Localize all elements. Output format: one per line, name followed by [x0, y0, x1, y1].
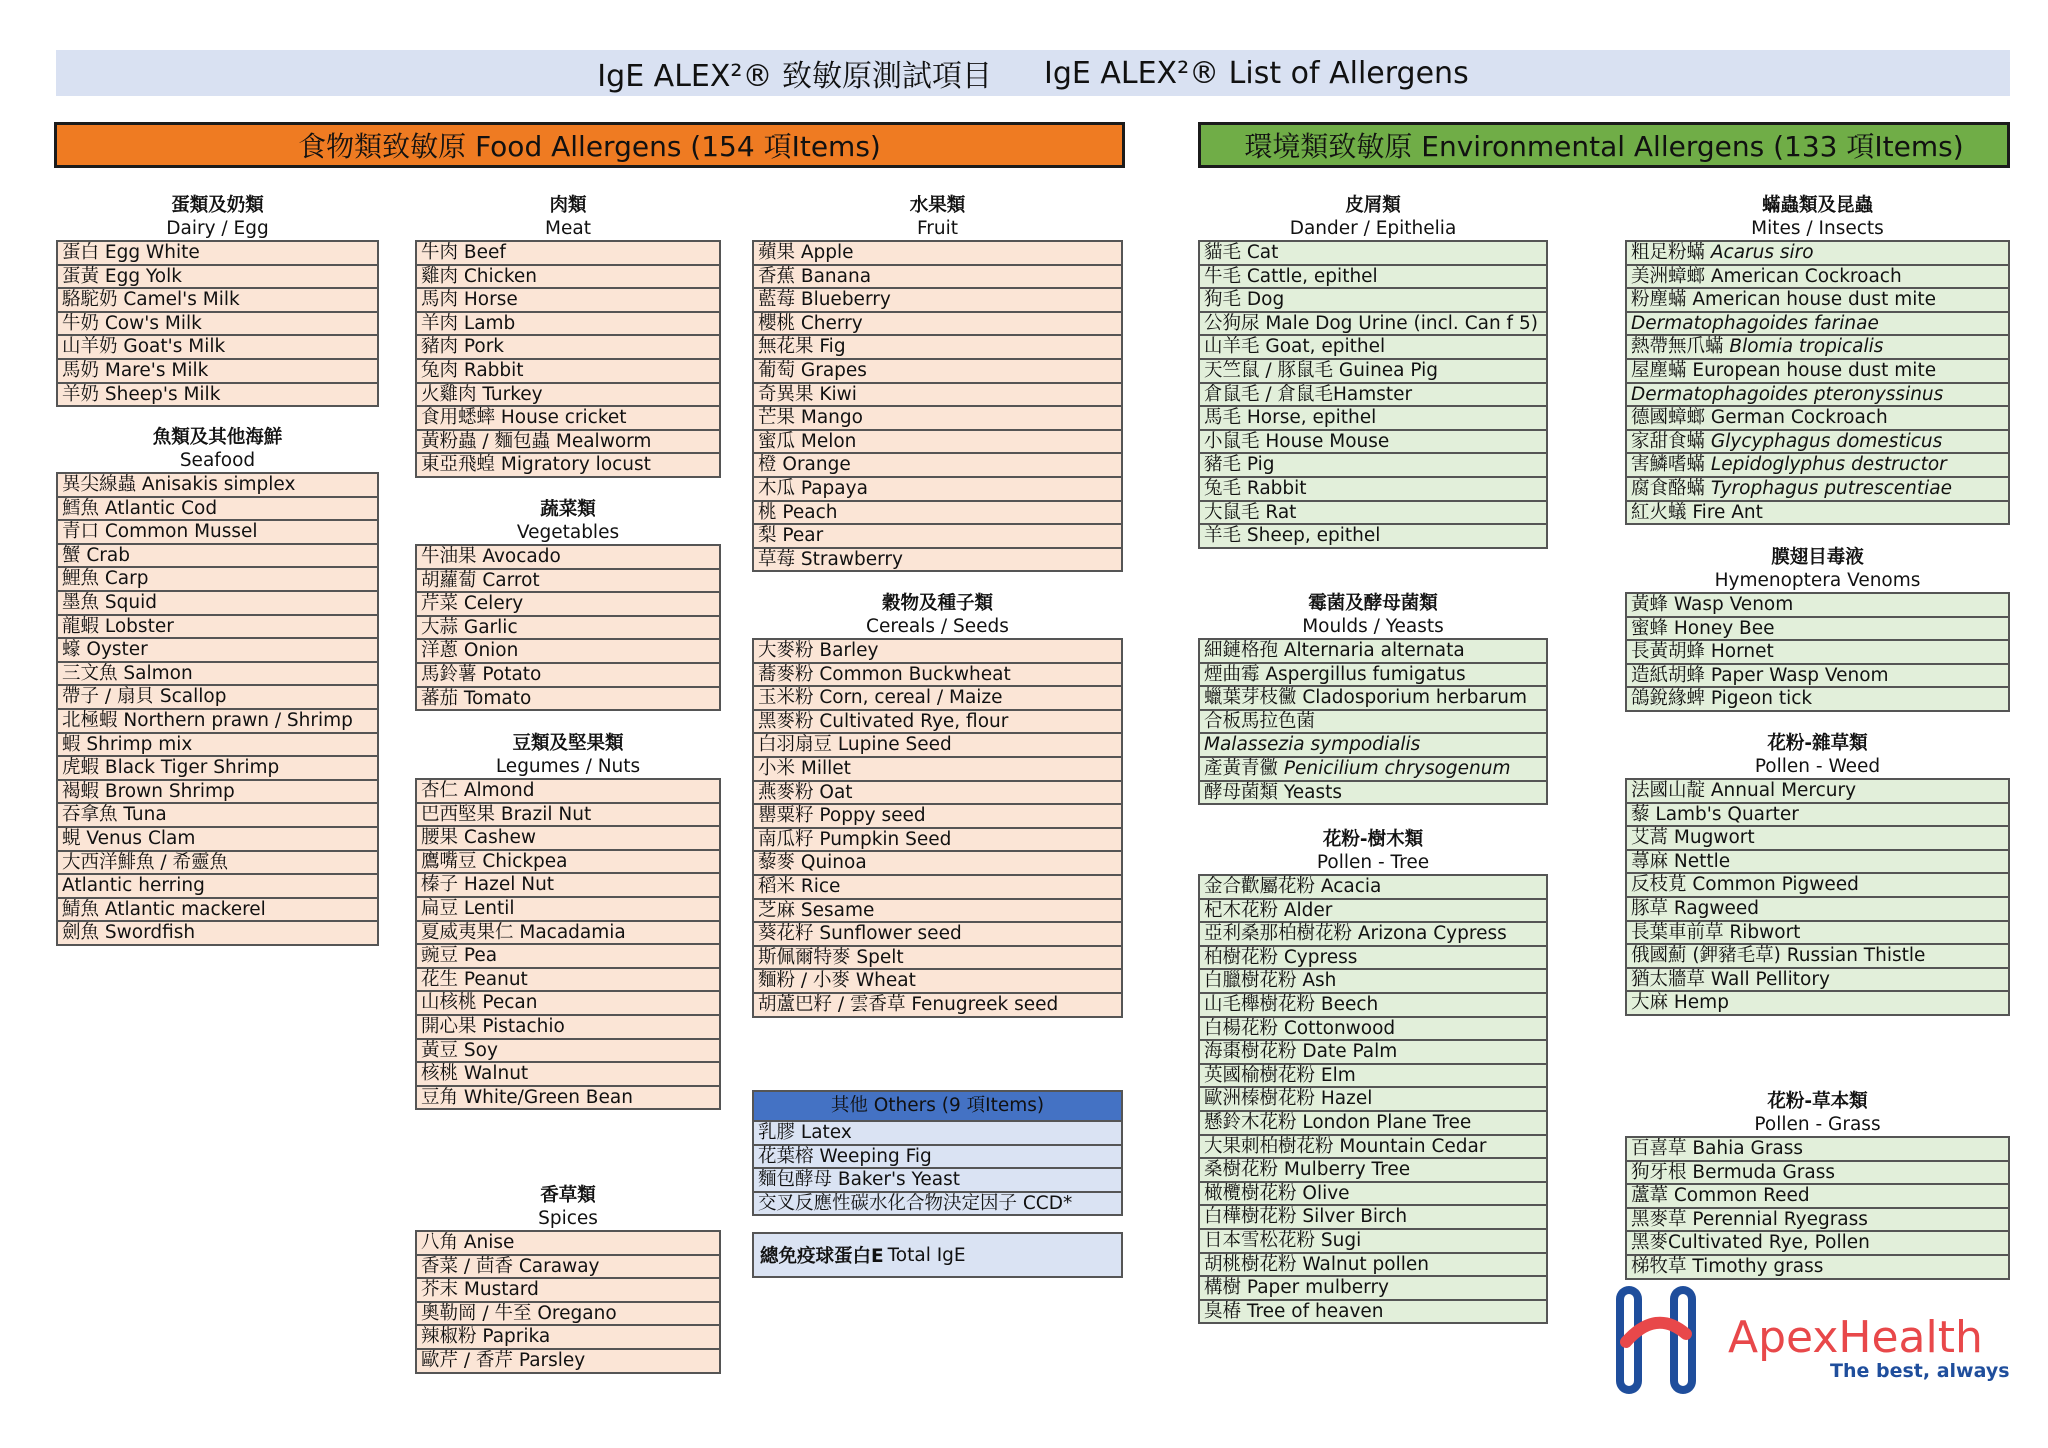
allergen-item: 海棗樹花粉 Date Palm — [1200, 1041, 1546, 1065]
allergen-item: 火雞肉 Turkey — [417, 384, 719, 408]
section-seafood — [56, 426, 379, 946]
allergen-item: 葡萄 Grapes — [754, 360, 1121, 384]
allergen-item: 蕁麻 Nettle — [1627, 851, 2008, 875]
section-title — [1198, 828, 1548, 874]
allergen-item: 狗牙根 Bermuda Grass — [1627, 1162, 2008, 1186]
section-title — [752, 194, 1123, 240]
allergen-item: 雞肉 Chicken — [417, 266, 719, 290]
allergen-item: 柏樹花粉 Cypress — [1200, 947, 1546, 971]
allergen-item: 蜜蜂 Honey Bee — [1627, 618, 2008, 642]
allergen-item: 橄欖樹花粉 Olive — [1200, 1183, 1546, 1207]
allergen-item: 美洲蟑螂 American Cockroach — [1627, 266, 2008, 290]
allergen-item: Dermatophagoides farinae — [1627, 313, 2008, 337]
allergen-item: 蠔 Oyster — [58, 639, 377, 663]
allergen-item: 燕麥粉 Oat — [754, 782, 1121, 806]
allergen-item: 交叉反應性碳水化合物決定因子 CCD* — [754, 1193, 1121, 1217]
allergen-item: 蜆 Venus Clam — [58, 828, 377, 852]
allergen-item: 東亞飛蝗 Migratory locust — [417, 454, 719, 478]
allergen-item: 花葉榕 Weeping Fig — [754, 1146, 1121, 1170]
allergen-item: 褐蝦 Brown Shrimp — [58, 781, 377, 805]
allergen-item: 斯佩爾特麥 Spelt — [754, 947, 1121, 971]
section-legumes — [415, 732, 721, 1110]
allergen-item: 粉塵蟎 American house dust mite — [1627, 289, 2008, 313]
section-title-zh: 穀物及種子類 — [881, 593, 993, 614]
allergen-item: 帶子 / 扇貝 Scallop — [58, 686, 377, 710]
allergen-item: 猶太牆草 Wall Pellitory — [1627, 969, 2008, 993]
section-title-en: Moulds / Yeasts — [1302, 616, 1444, 637]
allergen-item: 駱駝奶 Camel's Milk — [58, 289, 377, 313]
allergen-item: 夏威夷果仁 Macadamia — [417, 922, 719, 946]
section-title-en: Pollen - Weed — [1754, 756, 1881, 777]
allergen-item: 腰果 Cashew — [417, 827, 719, 851]
allergen-item: 藍莓 Blueberry — [754, 289, 1121, 313]
allergen-item: 吞拿魚 Tuna — [58, 804, 377, 828]
allergen-item: 大麻 Hemp — [1627, 992, 2008, 1016]
section-title-zh: 皮屑類 — [1345, 195, 1401, 216]
section-title-en: Legumes / Nuts — [495, 756, 641, 777]
allergen-list — [56, 472, 379, 946]
section-title-zh: 花粉-樹木類 — [1322, 829, 1424, 850]
allergen-list — [1198, 874, 1548, 1324]
section-title-zh: 蟎蟲類及昆蟲 — [1761, 195, 1873, 216]
allergen-item: 鯖魚 Atlantic mackerel — [58, 899, 377, 923]
allergen-item: 三文魚 Salmon — [58, 663, 377, 687]
allergen-item: 大麥粉 Barley — [754, 640, 1121, 664]
logo-tagline: The best, always — [1830, 1360, 2010, 1382]
allergen-item: 墨魚 Squid — [58, 592, 377, 616]
allergen-item: 鱈魚 Atlantic Cod — [58, 498, 377, 522]
allergen-item: 黑麥Cultivated Rye, Pollen — [1627, 1232, 2008, 1256]
allergen-item: 牛肉 Beef — [417, 242, 719, 266]
allergen-item: 大鼠毛 Rat — [1200, 502, 1546, 526]
allergen-list — [1198, 638, 1548, 805]
allergen-item: 造紙胡蜂 Paper Wasp Venom — [1627, 665, 2008, 689]
allergen-list — [1625, 592, 2010, 712]
allergen-item: 牛油果 Avocado — [417, 546, 719, 570]
section-venoms — [1625, 546, 2010, 712]
section-title — [56, 426, 379, 472]
allergen-item: 小米 Millet — [754, 758, 1121, 782]
allergen-item: 百喜草 Bahia Grass — [1627, 1138, 2008, 1162]
allergen-item: 懸鈴木花粉 London Plane Tree — [1200, 1112, 1546, 1136]
allergen-item: 麵粉 / 小麥 Wheat — [754, 970, 1121, 994]
allergen-item: 蘋果 Apple — [754, 242, 1121, 266]
allergen-item: 麵包酵母 Baker's Yeast — [754, 1169, 1121, 1193]
allergen-item: 黑麥草 Perennial Ryegrass — [1627, 1209, 2008, 1233]
allergen-item: 長黃胡蜂 Hornet — [1627, 641, 2008, 665]
allergen-item: 公狗尿 Male Dog Urine (incl. Can f 5) — [1200, 313, 1546, 337]
allergen-item: 歐芹 / 香芹 Parsley — [417, 1350, 719, 1374]
allergen-item: 木瓜 Papaya — [754, 478, 1121, 502]
total-ige-box — [752, 1232, 1123, 1278]
allergen-list — [415, 544, 721, 711]
section-title — [415, 194, 721, 240]
allergen-item: 山毛櫸樹花粉 Beech — [1200, 994, 1546, 1018]
section-title-zh: 豆類及堅果類 — [512, 733, 624, 754]
allergen-item: Malassezia sympodialis — [1200, 734, 1546, 758]
section-grass — [1625, 1090, 2010, 1280]
allergen-item: 杏仁 Almond — [417, 780, 719, 804]
allergen-item: 桃 Peach — [754, 502, 1121, 526]
title-zh: IgE ALEX²® 致敏原測試項目 — [597, 59, 992, 94]
allergen-item: 核桃 Walnut — [417, 1063, 719, 1087]
section-title-zh: 肉類 — [549, 195, 587, 216]
total-ige-en: Total IgE — [887, 1244, 966, 1266]
section-dander — [1198, 194, 1548, 549]
allergen-item: 香菜 / 茴香 Caraway — [417, 1256, 719, 1280]
allergen-item: 芒果 Mango — [754, 407, 1121, 431]
allergen-item: 亞利桑那柏樹花粉 Arizona Cypress — [1200, 923, 1546, 947]
allergen-item: 豌豆 Pea — [417, 945, 719, 969]
section-title-zh: 蔬菜類 — [540, 499, 596, 520]
allergen-list — [1198, 240, 1548, 549]
allergen-item: 羊毛 Sheep, epithel — [1200, 525, 1546, 549]
allergen-item: 胡蘿蔔 Carrot — [417, 570, 719, 594]
allergen-item: 馬奶 Mare's Milk — [58, 360, 377, 384]
allergen-item: 英國榆樹花粉 Elm — [1200, 1065, 1546, 1089]
allergen-item: 艾蒿 Mugwort — [1627, 827, 2008, 851]
allergen-item: Atlantic herring — [58, 875, 377, 899]
section-title-zh: 霉菌及酵母菌類 — [1308, 593, 1438, 614]
allergen-item: 藜 Lamb's Quarter — [1627, 804, 2008, 828]
allergen-item: 馬鈴薯 Potato — [417, 664, 719, 688]
allergen-item: 山羊毛 Goat, epithel — [1200, 336, 1546, 360]
section-title — [415, 1184, 721, 1230]
section-title-en: Mites / Insects — [1751, 218, 1884, 239]
section-title-zh: 水果類 — [909, 195, 966, 216]
section-dairy — [56, 194, 379, 407]
allergen-item: 黃粉蟲 / 麵包蟲 Mealworm — [417, 431, 719, 455]
allergen-item: 蜜瓜 Melon — [754, 431, 1121, 455]
allergen-item: 南瓜籽 Pumpkin Seed — [754, 829, 1121, 853]
allergen-item: 產黃青黴 Penicilium chrysogenum — [1200, 758, 1546, 782]
allergen-list — [752, 240, 1123, 572]
allergen-item: 玉米粉 Corn, cereal / Maize — [754, 687, 1121, 711]
allergen-list — [415, 1230, 721, 1374]
allergen-item: 豆角 White/Green Bean — [417, 1087, 719, 1111]
allergen-item: 羊肉 Lamb — [417, 313, 719, 337]
allergen-item: 山核桃 Pecan — [417, 992, 719, 1016]
allergen-item: 蕎麥粉 Common Buckwheat — [754, 664, 1121, 688]
allergen-item: 牛奶 Cow's Milk — [58, 313, 377, 337]
allergen-item: 劍魚 Swordfish — [58, 922, 377, 946]
allergen-list — [1625, 240, 2010, 525]
allergen-item: 胡桃樹花粉 Walnut pollen — [1200, 1254, 1546, 1278]
allergen-item: 兔毛 Rabbit — [1200, 478, 1546, 502]
section-title-zh: 香草類 — [540, 1185, 596, 1206]
others-header: 其他 Others (9 項Items) — [752, 1090, 1123, 1122]
allergen-item: 奇異果 Kiwi — [754, 384, 1121, 408]
allergen-item: 梨 Pear — [754, 525, 1121, 549]
section-title-en: Spices — [538, 1208, 598, 1229]
allergen-item: Dermatophagoides pteronyssinus — [1627, 384, 2008, 408]
allergen-item: 梯牧草 Timothy grass — [1627, 1256, 2008, 1280]
section-title — [415, 732, 721, 778]
allergen-item: 黃蜂 Wasp Venom — [1627, 594, 2008, 618]
allergen-list — [56, 240, 379, 407]
section-title-en: Dairy / Egg — [166, 218, 269, 239]
allergen-item: 扁豆 Lentil — [417, 898, 719, 922]
section-vegetables — [415, 498, 721, 711]
allergen-item: 蝦 Shrimp mix — [58, 734, 377, 758]
allergen-item: 香蕉 Banana — [754, 266, 1121, 290]
allergen-item: 兔肉 Rabbit — [417, 360, 719, 384]
allergen-item: 豬肉 Pork — [417, 336, 719, 360]
section-title-en: Pollen - Tree — [1316, 852, 1430, 873]
allergen-item: 白臘樹花粉 Ash — [1200, 970, 1546, 994]
allergen-item: 馬肉 Horse — [417, 289, 719, 313]
section-title — [415, 498, 721, 544]
allergen-list — [1625, 778, 2010, 1016]
allergen-item: 鯉魚 Carp — [58, 568, 377, 592]
allergen-item: 櫻桃 Cherry — [754, 313, 1121, 337]
section-title-zh: 花粉-草本類 — [1767, 1091, 1868, 1112]
section-title — [1198, 194, 1548, 240]
allergen-item: 虎蝦 Black Tiger Shrimp — [58, 757, 377, 781]
allergen-item: 青口 Common Mussel — [58, 521, 377, 545]
section-title-en: Seafood — [179, 450, 256, 471]
section-spices — [415, 1184, 721, 1374]
section-title-zh: 花粉-雜草類 — [1767, 733, 1868, 754]
section-title — [1625, 546, 2010, 592]
section-others — [752, 1090, 1123, 1216]
section-tree — [1198, 828, 1548, 1324]
allergen-item: 德國蟑螂 German Cockroach — [1627, 407, 2008, 431]
allergen-item: 大果刺柏樹花粉 Mountain Cedar — [1200, 1136, 1546, 1160]
allergen-item: 杞木花粉 Alder — [1200, 900, 1546, 924]
allergen-item: 稻米 Rice — [754, 876, 1121, 900]
allergen-item: 芥末 Mustard — [417, 1279, 719, 1303]
allergen-item: 大蒜 Garlic — [417, 617, 719, 641]
allergen-item: 倉鼠毛 / 倉鼠毛Hamster — [1200, 384, 1546, 408]
allergen-item: 洋蔥 Onion — [417, 640, 719, 664]
allergen-item: 黑麥粉 Cultivated Rye, flour — [754, 711, 1121, 735]
section-fruit — [752, 194, 1123, 572]
allergen-item: 蛋黃 Egg Yolk — [58, 266, 377, 290]
section-cereals — [752, 592, 1123, 1018]
allergen-item: 藜麥 Quinoa — [754, 852, 1121, 876]
allergen-item: 熱帶無爪蟎 Blomia tropicalis — [1627, 336, 2008, 360]
allergen-item: 罌粟籽 Poppy seed — [754, 805, 1121, 829]
title-en: IgE ALEX²® List of Allergens — [1043, 55, 1469, 91]
section-title-zh: 膜翅目毒液 — [1771, 547, 1864, 568]
section-title-zh: 魚類及其他海鮮 — [152, 427, 283, 448]
allergen-list — [752, 1122, 1123, 1216]
allergen-item: 蘆葦 Common Reed — [1627, 1185, 2008, 1209]
allergen-item: 桑樹花粉 Mulberry Tree — [1200, 1159, 1546, 1183]
allergen-item: 粗足粉蟎 Acarus siro — [1627, 242, 2008, 266]
allergen-item: 蠟葉芽枝黴 Cladosporium herbarum — [1200, 687, 1546, 711]
section-title-zh: 蛋類及奶類 — [171, 195, 264, 216]
allergen-item: 反枝莧 Common Pigweed — [1627, 874, 2008, 898]
logo-brand-name: ApexHealth — [1728, 1312, 1983, 1363]
allergen-item: 長葉車前草 Ribwort — [1627, 922, 2008, 946]
allergen-item: 芝麻 Sesame — [754, 900, 1121, 924]
allergen-item: 蟹 Crab — [58, 545, 377, 569]
section-title — [1625, 732, 2010, 778]
section-title — [752, 592, 1123, 638]
allergen-item: 巴西堅果 Brazil Nut — [417, 804, 719, 828]
allergen-item: 龍蝦 Lobster — [58, 616, 377, 640]
section-weed — [1625, 732, 2010, 1016]
allergen-item: 酵母菌類 Yeasts — [1200, 782, 1546, 806]
environmental-allergens-header: 環境類致敏原 Environmental Allergens (133 項Items) — [1198, 122, 2010, 168]
allergen-item: 山羊奶 Goat's Milk — [58, 336, 377, 360]
section-meat — [415, 194, 721, 478]
allergen-item: 鴿銳緣蜱 Pigeon tick — [1627, 688, 2008, 712]
allergen-item: 北極蝦 Northern prawn / Shrimp — [58, 710, 377, 734]
allergen-item: 蛋白 Egg White — [58, 242, 377, 266]
allergen-item: 鷹嘴豆 Chickpea — [417, 851, 719, 875]
allergen-item: 家甜食蟎 Glycyphagus domesticus — [1627, 431, 2008, 455]
section-title-en: Dander / Epithelia — [1289, 218, 1457, 239]
allergen-item: 豬毛 Pig — [1200, 454, 1546, 478]
allergen-item: 八角 Anise — [417, 1232, 719, 1256]
allergen-item: 牛毛 Cattle, epithel — [1200, 266, 1546, 290]
allergen-list — [415, 240, 721, 478]
allergen-item: 大西洋鯡魚 / 希靈魚 — [58, 852, 377, 876]
section-title-en: Meat — [545, 218, 591, 239]
section-title-en: Hymenoptera Venoms — [1714, 570, 1921, 591]
section-title-en: Cereals / Seeds — [866, 616, 1009, 637]
allergen-item: 貓毛 Cat — [1200, 242, 1546, 266]
section-moulds — [1198, 592, 1548, 805]
allergen-item: 蕃茄 Tomato — [417, 688, 719, 712]
allergen-item: 臭椿 Tree of heaven — [1200, 1301, 1546, 1325]
allergen-item: 芹菜 Celery — [417, 593, 719, 617]
section-mites — [1625, 194, 2010, 525]
allergen-list — [752, 638, 1123, 1018]
allergen-item: 法國山靛 Annual Mercury — [1627, 780, 2008, 804]
allergen-list — [415, 778, 721, 1110]
section-title — [1625, 194, 2010, 240]
allergen-item: 胡蘆巴籽 / 雲香草 Fenugreek seed — [754, 994, 1121, 1018]
allergen-item: 歐洲榛樹花粉 Hazel — [1200, 1088, 1546, 1112]
allergen-item: 葵花籽 Sunflower seed — [754, 923, 1121, 947]
allergen-item: 白樺樹花粉 Silver Birch — [1200, 1206, 1546, 1230]
allergen-item: 狗毛 Dog — [1200, 289, 1546, 313]
allergen-item: 金合歡屬花粉 Acacia — [1200, 876, 1546, 900]
allergen-item: 橙 Orange — [754, 454, 1121, 478]
allergen-item: 開心果 Pistachio — [417, 1016, 719, 1040]
allergen-item: 奧勒岡 / 牛至 Oregano — [417, 1303, 719, 1327]
allergen-item: 天竺鼠 / 豚鼠毛 Guinea Pig — [1200, 360, 1546, 384]
page-title — [56, 50, 2010, 96]
allergen-item: 紅火蟻 Fire Ant — [1627, 502, 2008, 526]
allergen-item: 異尖線蟲 Anisakis simplex — [58, 474, 377, 498]
section-title — [56, 194, 379, 240]
allergen-item: 黃豆 Soy — [417, 1040, 719, 1064]
section-title — [1625, 1090, 2010, 1136]
allergen-item: 豚草 Ragweed — [1627, 898, 2008, 922]
total-ige-zh: 總免疫球蛋白E — [760, 1246, 884, 1267]
allergen-item: 花生 Peanut — [417, 969, 719, 993]
allergen-item: 食用蟋蟀 House cricket — [417, 407, 719, 431]
allergen-list — [1625, 1136, 2010, 1280]
food-allergens-header: 食物類致敏原 Food Allergens (154 項Items) — [54, 122, 1125, 168]
allergen-item: 乳膠 Latex — [754, 1122, 1121, 1146]
allergen-item: 腐食酪蟎 Tyrophagus putrescentiae — [1627, 478, 2008, 502]
allergen-item: 細鏈格孢 Alternaria alternata — [1200, 640, 1546, 664]
section-title — [1198, 592, 1548, 638]
allergen-item: 榛子 Hazel Nut — [417, 874, 719, 898]
allergen-item: 俄國薊 (鉀豬毛草) Russian Thistle — [1627, 945, 2008, 969]
allergen-item: 馬毛 Horse, epithel — [1200, 407, 1546, 431]
allergen-item: 白楊花粉 Cottonwood — [1200, 1018, 1546, 1042]
allergen-item: 屋塵蟎 European house dust mite — [1627, 360, 2008, 384]
allergen-item: 煙曲霉 Aspergillus fumigatus — [1200, 664, 1546, 688]
allergen-item: 合板馬拉色菌 — [1200, 711, 1546, 735]
allergen-item: 日本雪松花粉 Sugi — [1200, 1230, 1546, 1254]
allergen-item: 構樹 Paper mulberry — [1200, 1277, 1546, 1301]
allergen-item: 害鱗嗜蟎 Lepidoglyphus destructor — [1627, 454, 2008, 478]
allergen-item: 辣椒粉 Paprika — [417, 1326, 719, 1350]
allergen-item: 白羽扇豆 Lupine Seed — [754, 734, 1121, 758]
section-title-en: Pollen - Grass — [1754, 1114, 1881, 1135]
allergen-item: 小鼠毛 House Mouse — [1200, 431, 1546, 455]
allergen-item: 無花果 Fig — [754, 336, 1121, 360]
section-title-en: Vegetables — [516, 522, 620, 543]
allergen-item: 草莓 Strawberry — [754, 549, 1121, 573]
allergen-item: 羊奶 Sheep's Milk — [58, 384, 377, 408]
section-title-en: Fruit — [916, 218, 959, 239]
